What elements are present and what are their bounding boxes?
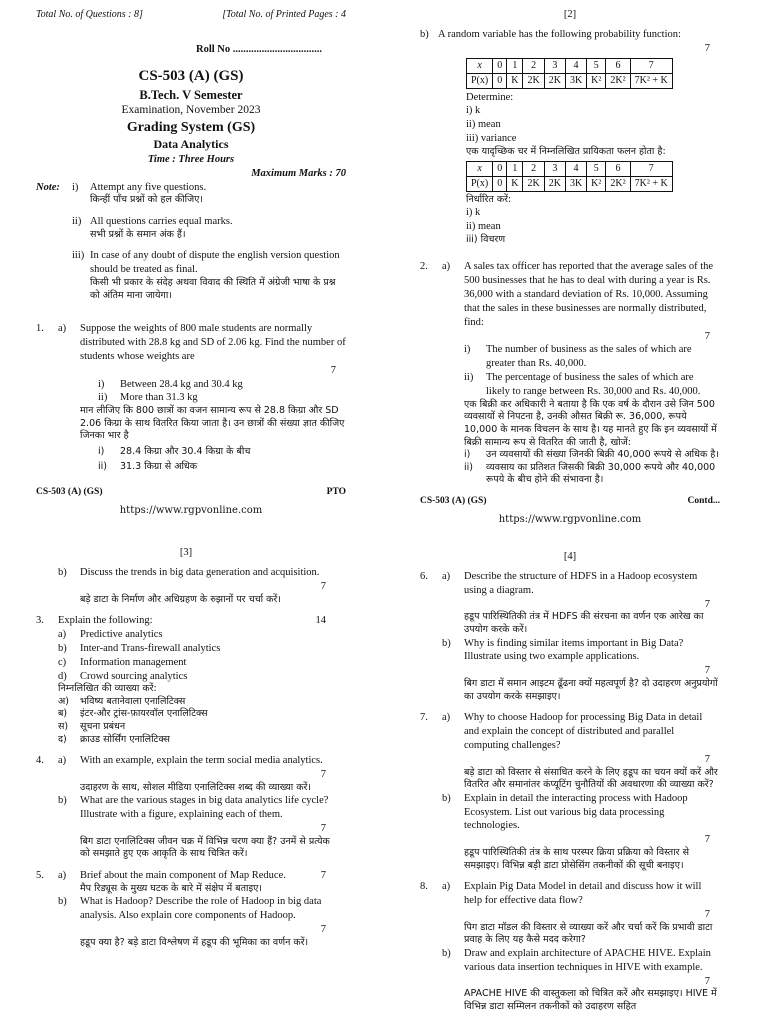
table-head-cell-7: 6 [606,58,630,73]
page-3 [36,546,336,949]
page-1 [36,8,346,518]
question-2b: b) Discuss the trends in big data generation and acquisition. 7 बड़े डाटा के निर्माण और अधिग्रहण के रुझानों पर चर्चा करें। [58,566,326,605]
table2-row-cell-1: 0 [493,176,507,191]
page-2: [2] b) A random variable has the following probability function: 7 x 0 1 2 3 4 5 6 7 P(x) 0 K 2K 2K 3K K² 2K² 7K² + K Determine: i) k ii) mean iii) variance एक यादृच्छिक चर में निम्नलिखित प्रायिकता फलन होता है: x 0 1 2 3 4 5 6 7 P(x) 0 K 2K 2K 3K K² 2K² 7K² + K निर्धारित करें: i) k ii) mean iii) विचरण 2. a) A sales tax officer has reported that the average sales of the 500 businesses that he has to deal with during a year is Rs. 36,000 with a standard deviation of Rs. 10,000. Assuming that the sales in these businesses are normally distributed, find: 7 i) The number of business as the sales of which are greater than Rs. 40,000. ii) The percentage of business the sales of which are likely to range between Rs. 30,000 and Rs. 40,000. एक बिक्री कर अधिकारी ने बताया है कि एक वर्ष के दौरान उसे जिन 500 व्यवसायों से निपटना है, उनकी औसत बिक्री रू. 36,000, रूपये 10,000 के मानक विचलन के साथ है। यह मानते हुए कि इन व्यवसायों में बिक्री सामान्य रूप से वितरित की जाती है, खोजें: i) उन व्यवसायों की संख्या जिनकी बिक्री 40,000 रूपये से अधिक है। ii) व्यवसाय का प्रतिशत जिसकी बिक्री 30,000 रूपये और 40,000 रूपये के बीच होने की संभावना है। CS-503 (A) (GS) Contd... https://www.rgpvonline.com [420,9,720,526]
table2-head-cell-6: 5 [587,161,606,176]
question-1b: b) A random variable has the following probability function: 7 [420,28,710,54]
table-head-cell-1: 0 [493,58,507,73]
probability-table [466,58,673,89]
page-header [36,8,346,21]
question-8a: 8. a) Explain Pig Data Model in detail and discuss how it will help for effective data flow? 7 पिग डाटा मॉडल की विस्तार से व्याख्या करें और चर्चा करें कि प्रभावी डाटा प्रवाह के लिए यह कैसे मदद करेगा? [420,881,713,946]
max-marks: Maximum Marks : 70 [251,167,346,179]
table-row-cell-6: K² [587,73,606,88]
question-2a: 2. a) A sales tax officer has reported that the average sales of the 500 businesses that he has to deal with during a year is Rs. 36,000 with a standard deviation of Rs. 10,000. Assuming that the sales in these businesses are normally distributed, find: 7 i) The number of business as the sales of which are greater than Rs. 40,000. ii) The percentage of business the sales of which are likely to range between Rs. 30,000 and Rs. 40,000. एक बिक्री कर अधिकारी ने बताया है कि एक वर्ष के दौरान उसे जिन 500 व्यवसायों से निपटना है, उनकी औसत बिक्री रू. 36,000, रूपये 10,000 के मानक विचलन के साथ है। यह मानते हुए कि इन व्यवसायों में बिक्री सामान्य रूप से वितरित की जाती है, खोजें: i) उन व्यवसायों की संख्या जिनकी बिक्री 40,000 रूपये से अधिक है। ii) व्यवसाय का प्रतिशत जिसकी बिक्री 30,000 रूपये और 40,000 रूपये के बीच होने की संभावना है। [420,261,719,486]
table2-head-cell-5: 4 [565,161,586,176]
question-4a: 4. a) With an example, explain the term social media analytics. 7 उदाहरण के साथ, सोशल मीडिया एनालिटिक्स शब्द की व्याख्या करें। [36,755,326,793]
question-3: 3. Explain the following: 14 a) Predictive analytics b) Inter-and Trans-firewall analytics c) Information management d) Crowd sourcing analytics निम्नलिखित की व्याख्या करें: अ) भविष्य बतानेवाला एनालिटिक्स ब) इंटर-और ट्रांस-फ़ायरवॉल एनालिटिक्स स) सूचना प्रबंधन द) क्राउड सोर्सिंग एनालिटिक्स [36,615,326,745]
table-row-cell-4: 2K [544,73,565,88]
question-5b: b) What is Hadoop? Describe the role of Hadoop in big data analysis. Also explain core components of Hadoop. 7 हडूप क्या है? बड़े डाटा विश्लेषण में हडूप की भूमिका का वर्णन करें। [58,896,326,948]
table-row-cell-8: 7K² + K [630,73,672,88]
roll-no-field: Roll No .................................. [196,44,322,56]
page-footer: CS-503 (A) (GS) Contd... [420,495,720,506]
note-block [36,181,346,303]
note-item: ii) All questions carries equal marks. सभी प्रश्नों के समान अंक हैं। [72,215,233,240]
table2-head-cell-3: 2 [523,161,544,176]
table2-head-cell-2: 1 [507,161,523,176]
table2-row-cell-2: K [507,176,523,191]
total-questions: Total No. of Questions : 8] [36,9,143,20]
note-label: Note: [36,181,60,193]
table-row-cell-7: 2K² [606,73,630,88]
table2-head-cell-8: 7 [630,161,672,176]
question-8b: b) Draw and explain architecture of APACHE HIVE. Explain various data insertion techniques in HIVE with example. 7 APACHE HIVE की वास्तुकला को चित्रित करें और समझाइए। HIVE में विभिन्न डाटा सम्मिलन तकनीकों को उदाहरण सहित [442,947,717,1012]
table-head-cell-8: 7 [630,58,672,73]
exam-session: Examination, November 2023 [121,104,261,117]
table2-row-cell-0: P(x) [467,176,493,191]
source-url: https://www.rgpvonline.com [119,505,263,517]
question-5a: 5. a) Brief about the main component of Map Reduce. 7 मैप रिड्यूस के मुख्य घटक के बारे में संक्षेप में बताइए। [36,869,326,894]
table2-row-cell-3: 2K [523,176,544,191]
table-head-cell-0: x [467,58,493,73]
marks: 7 [330,364,336,376]
table-head-cell-5: 4 [565,58,586,73]
question-6a: 6. a) Describe the structure of HDFS in a Hadoop ecosystem using a diagram. 7 हडूप पारिस्थितिकी तंत्र में HDFS की संरचना का वर्णन एक आरेख का उपयोग करके करें। [420,570,710,635]
note-item: iii) In case of any doubt of dispute the english version question should be treated as final. किसी भी प्रकार के संदेह अथवा विवाद की स्थिति में अंग्रेजी भाषा के प्रश्न को अंतिम माना जायेगा। [72,250,340,301]
source-url: https://www.rgpvonline.com [498,514,642,526]
table-head-cell-2: 1 [507,58,523,73]
question-7a: 7. a) Why to choose Hadoop for processing Big Data in detail and explain the concept of distributed and parallel computing challenges? 7 बड़े डाटा को विस्तार से संसाधित करने के लिए हडूप का चयन क्यों करें और वितरित और समानांतर कंप्यूटिंग चुनौतियों की अवधारणा की व्याख्या करें? [420,712,718,791]
page-number: [4] [563,551,577,562]
table-row-cell-0: P(x) [467,73,493,88]
table-row-cell-2: K [507,73,523,88]
table2-head-cell-1: 0 [493,161,507,176]
grading-system: Grading System (GS) [126,119,256,135]
note-item: i) Attempt any five questions. किन्हीं पाँच प्रश्नों को हल कीजिए। [72,181,207,206]
page-4 [420,551,720,1013]
semester: B.Tech. V Semester [139,87,243,102]
table2-row-cell-6: K² [587,176,606,191]
question-4b: b) What are the various stages in big data analytics life cycle? Illustrate with a figure, explaining each of them. 7 बिग डाटा एनालिटिक्स जीवन चक्र में विभिन्न चरण क्या हैं? उनमें से प्रत्येक को समझाते हुए एक आकृति के साथ चित्रित करें। [58,795,330,860]
total-pages: [Total No. of Printed Pages : 4 [222,9,346,20]
table-head-cell-3: 2 [523,58,544,73]
time-allowed: Time : Three Hours [147,153,235,165]
page-footer: CS-503 (A) (GS) PTO [36,486,346,497]
table-head-cell-4: 3 [544,58,565,73]
question-1a: 1. a) Suppose the weights of 800 male students are normally distributed with 28.8 kg and SD of 2.06 kg. Find the number of students whose weights are 7 i) Between 28.4 kg and 30.4 kg ii) More than 31.3 kg मान लीजिए कि 800 छात्रों का वजन सामान्य रूप से 28.8 किग्रा और SD 2.06 किग्रा के साथ वितरित किया जाता है। उन छात्रों की संख्या ज्ञात कीजिए जिनका भार है i) 28.4 किग्रा और 30.4 किग्रा के बीच ii) 31.3 किग्रा से अधिक [36,323,346,473]
table-row-cell-3: 2K [523,73,544,88]
table-row-cell-5: 3K [565,73,586,88]
page-number: [3] [179,547,193,558]
subject-title: Data Analytics [153,136,229,151]
table-head-cell-6: 5 [587,58,606,73]
table2-row-cell-4: 2K [544,176,565,191]
question-6b: b) Why is finding similar items important in Big Data? Illustrate using two example applications. 7 बिग डाटा में समान आइटम ढूँढना क्यों महत्वपूर्ण है? दो उदाहरण अनुप्रयोगों का उपयोग करके समझाइए। [442,637,718,702]
table-row-cell-1: 0 [493,73,507,88]
table2-row-cell-7: 2K² [606,176,630,191]
page-number: [2] [563,9,577,20]
table2-row-cell-8: 7K² + K [630,176,672,191]
question-7b: b) Explain in detail the interacting process with Hadoop Ecosystem. List out various big data processing technologies. 7 हडूप पारिस्थितिकी तंत्र के साथ परस्पर क्रिया प्रक्रिया को विस्तार से समझाइए। विभिन्न बड़ी डाटा प्रोसेसिंग तकनीकों की सूची बनाइए। [442,792,710,871]
probability-table-hindi [466,161,673,192]
table2-head-cell-7: 6 [606,161,630,176]
table2-head-cell-0: x [467,161,493,176]
table2-row-cell-5: 3K [565,176,586,191]
table2-head-cell-4: 3 [544,161,565,176]
course-code: CS-503 (A) (GS) [138,68,244,85]
